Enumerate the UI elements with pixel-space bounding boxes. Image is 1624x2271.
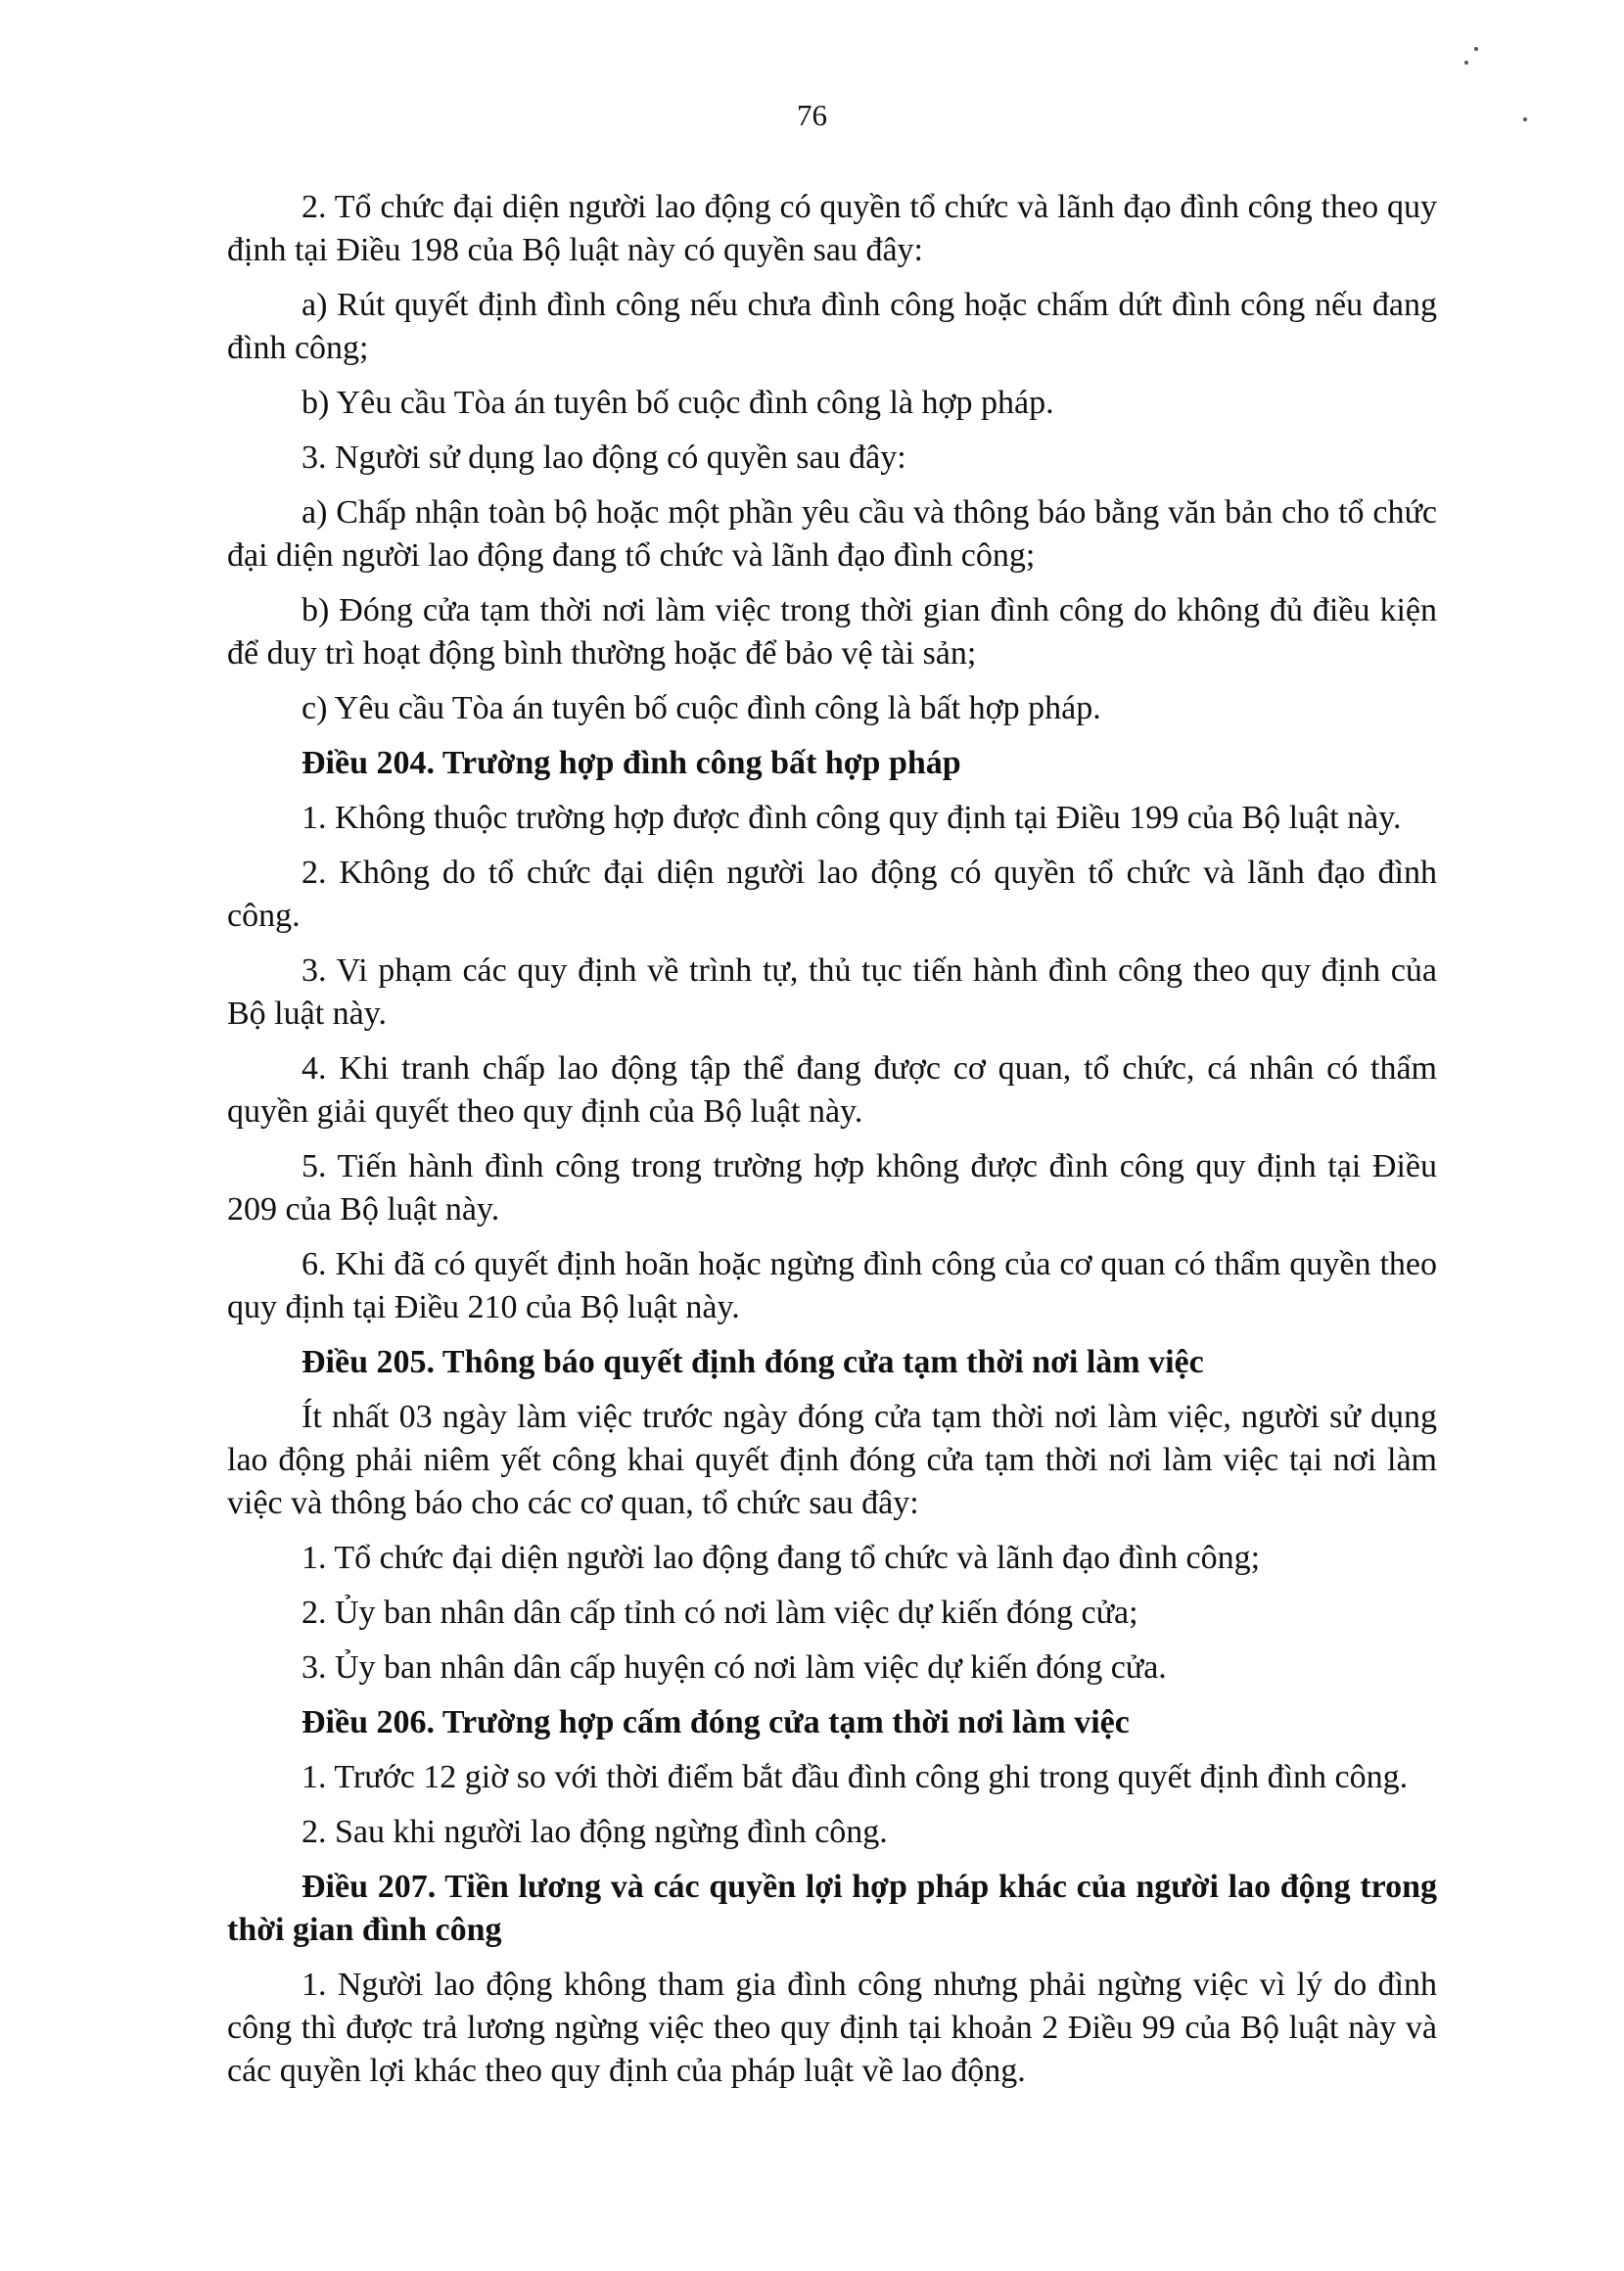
paragraph: 5. Tiến hành đình công trong trường hợp không được đình công quy định tại Điều 209 của Bộ luật này. xyxy=(227,1148,1437,1228)
paragraph: 2. Không do tổ chức đại diện người lao động có quyền tổ chức và lãnh đạo đình công. xyxy=(227,855,1437,934)
article-heading-205: Điều 205. Thông báo quyết định đóng cửa tạm thời nơi làm việc xyxy=(302,1344,1204,1380)
paragraph: 3. Vi phạm các quy định về trình tự, thủ tục tiến hành đình công theo quy định của Bộ luật này. xyxy=(227,952,1437,1032)
paragraph: 2. Ủy ban nhân dân cấp tỉnh có nơi làm việc dự kiến đóng cửa; xyxy=(302,1595,1138,1631)
paragraph: c) Yêu cầu Tòa án tuyên bố cuộc đình công là bất hợp pháp. xyxy=(302,690,1101,726)
scan-speck xyxy=(1474,47,1478,51)
paragraph: 1. Trước 12 giờ so với thời điểm bắt đầu đình công ghi trong quyết định đình công. xyxy=(302,1759,1409,1795)
article-heading-207: Điều 207. Tiền lương và các quyền lợi hợp pháp khác của người lao động trong thời gian đình công xyxy=(227,1869,1437,1948)
paragraph: 1. Người lao động không tham gia đình công nhưng phải ngừng việc vì lý do đình công thì được trả lương ngừng việc theo quy định tại khoản 2 Điều 99 của Bộ luật này và các quyền lợi khác theo quy định của pháp luật về lao động. xyxy=(227,1967,1437,2089)
paragraph: 3. Ủy ban nhân dân cấp huyện có nơi làm việc dự kiến đóng cửa. xyxy=(302,1649,1167,1686)
paragraph: 2. Sau khi người lao động ngừng đình công. xyxy=(302,1814,888,1850)
document-body xyxy=(227,186,1437,2105)
paragraph: a) Rút quyết định đình công nếu chưa đình công hoặc chấm dứt đình công nếu đang đình công; xyxy=(227,287,1437,366)
article-heading-206: Điều 206. Trường hợp cấm đóng cửa tạm thời nơi làm việc xyxy=(302,1704,1130,1740)
paragraph: 1. Không thuộc trường hợp được đình công quy định tại Điều 199 của Bộ luật này. xyxy=(302,800,1402,836)
paragraph: b) Đóng cửa tạm thời nơi làm việc trong thời gian đình công do không đủ điều kiện để duy trì hoạt động bình thường hoặc để bảo vệ tài sản; xyxy=(227,592,1437,672)
scan-speck xyxy=(1464,61,1468,65)
article-heading-204: Điều 204. Trường hợp đình công bất hợp pháp xyxy=(302,745,961,781)
paragraph: 2. Tổ chức đại diện người lao động có quyền tổ chức và lãnh đạo đình công theo quy định tại Điều 198 của Bộ luật này có quyền sau đây: xyxy=(227,189,1437,268)
scan-speck xyxy=(1523,117,1527,121)
paragraph: a) Chấp nhận toàn bộ hoặc một phần yêu cầu và thông báo bằng văn bản cho tổ chức đại diện người lao động đang tổ chức và lãnh đạo đình công; xyxy=(227,494,1437,574)
paragraph: b) Yêu cầu Tòa án tuyên bố cuộc đình công là hợp pháp. xyxy=(302,385,1054,421)
paragraph: 3. Người sử dụng lao động có quyền sau đây: xyxy=(302,440,906,476)
paragraph: 1. Tổ chức đại diện người lao động đang tổ chức và lãnh đạo đình công; xyxy=(302,1540,1261,1576)
paragraph: Ít nhất 03 ngày làm việc trước ngày đóng cửa tạm thời nơi làm việc, người sử dụng lao động phải niêm yết công khai quyết định đóng cửa tạm thời nơi làm việc tại nơi làm việc và thông báo cho các cơ quan, tổ chức sau đây: xyxy=(227,1399,1437,1521)
page-number: 76 xyxy=(797,98,827,132)
paragraph: 6. Khi đã có quyết định hoãn hoặc ngừng đình công của cơ quan có thẩm quyền theo quy định tại Điều 210 của Bộ luật này. xyxy=(227,1246,1437,1325)
paragraph: 4. Khi tranh chấp lao động tập thể đang được cơ quan, tổ chức, cá nhân có thẩm quyền giải quyết theo quy định của Bộ luật này. xyxy=(227,1050,1437,1130)
